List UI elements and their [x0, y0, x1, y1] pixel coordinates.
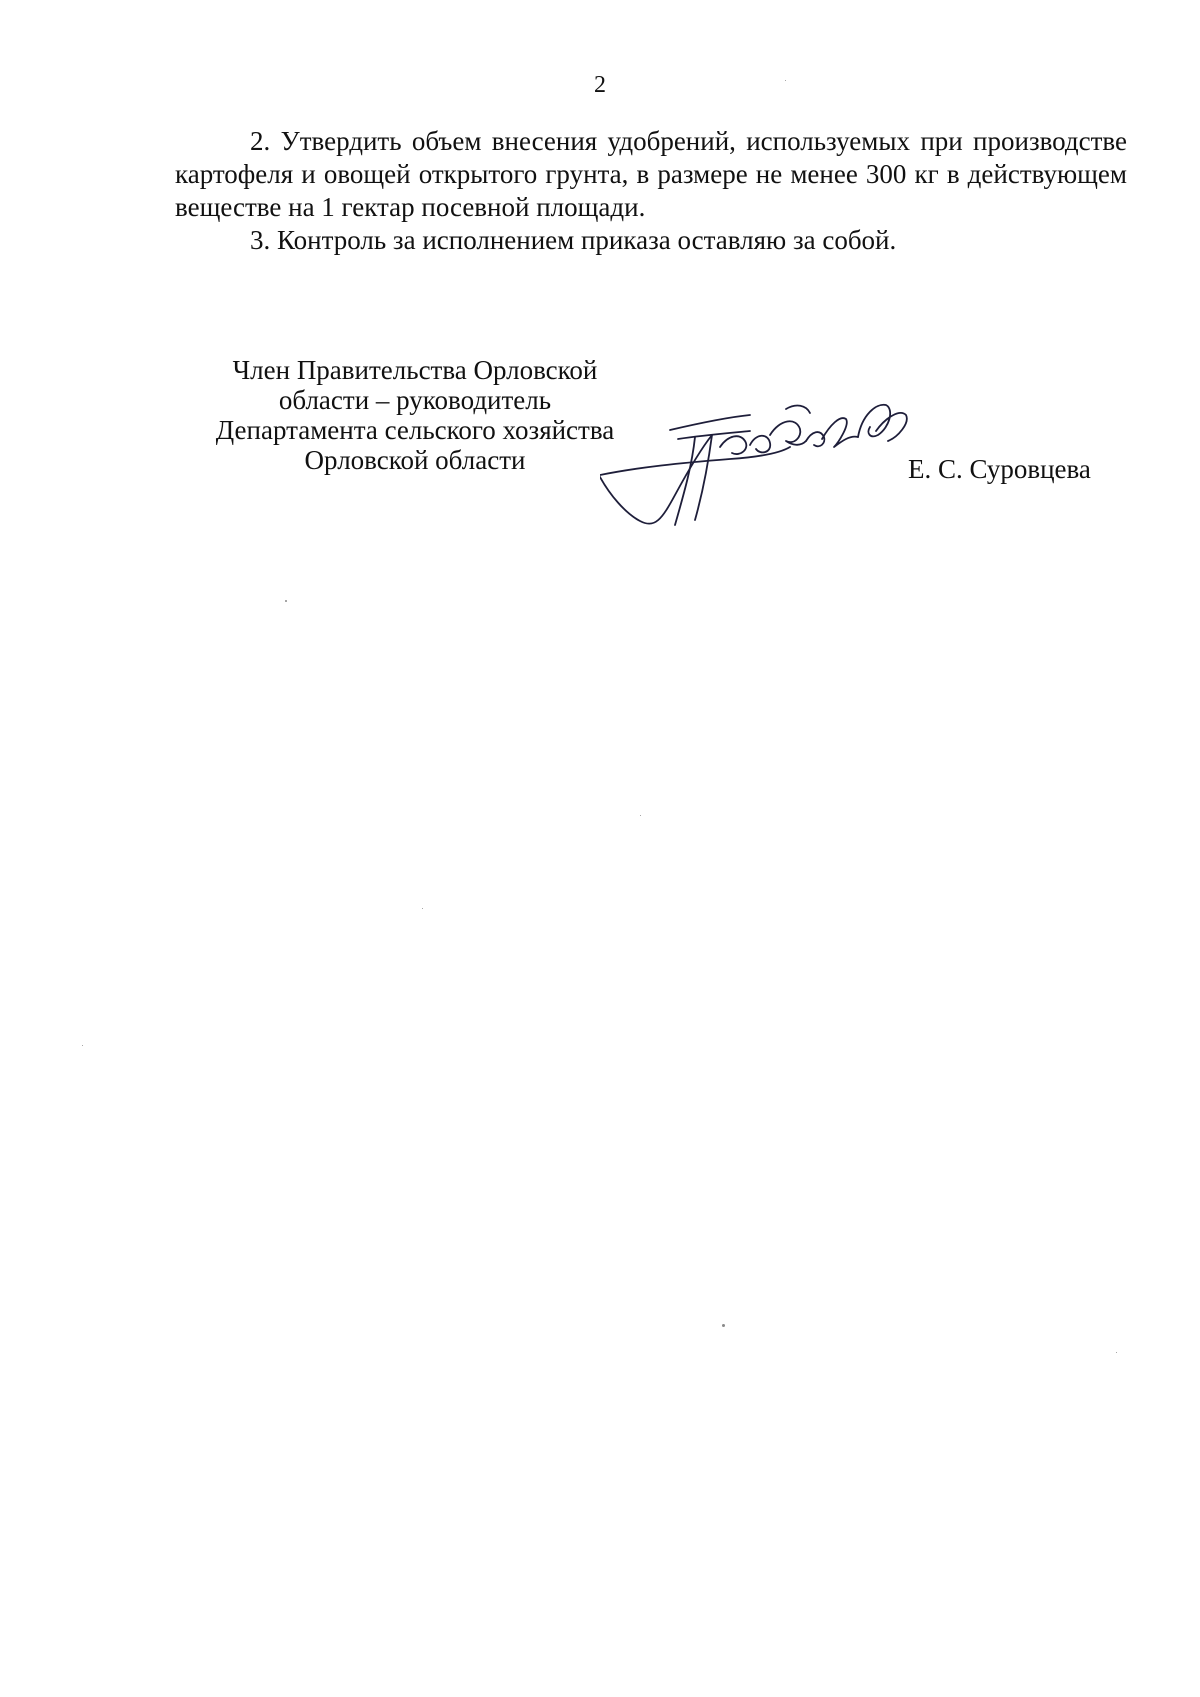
- scan-speck: [82, 1045, 83, 1046]
- paragraph-item-2: 2. Утвердить объем внесения удобрений, используемых при производстве картофеля и овощей открытого грунта, в размере не менее 300 кг в действующем веществе на 1 гектар посевной площади.: [175, 126, 1127, 222]
- position-line: Член Правительства Орловской: [232, 355, 598, 385]
- scan-speck: [422, 908, 423, 909]
- position-line: области – руководитель: [278, 385, 552, 415]
- handwritten-signature-icon: [600, 395, 960, 535]
- paragraph-item-3: 3. Контроль за исполнением приказа оставляю за собой.: [250, 225, 897, 255]
- signatory-name: Е. С. Суровцева: [908, 454, 1091, 484]
- position-line: Орловской области: [304, 445, 526, 475]
- scan-speck: [722, 1324, 725, 1327]
- scan-speck: [785, 80, 786, 81]
- page-number: 2: [594, 72, 606, 98]
- scan-speck: [640, 815, 641, 816]
- scan-speck: [285, 600, 287, 602]
- scan-speck: [1116, 1352, 1117, 1353]
- signatory-position: [190, 355, 640, 475]
- document-body: [175, 125, 1127, 257]
- position-line: Департамента сельского хозяйства: [215, 415, 615, 445]
